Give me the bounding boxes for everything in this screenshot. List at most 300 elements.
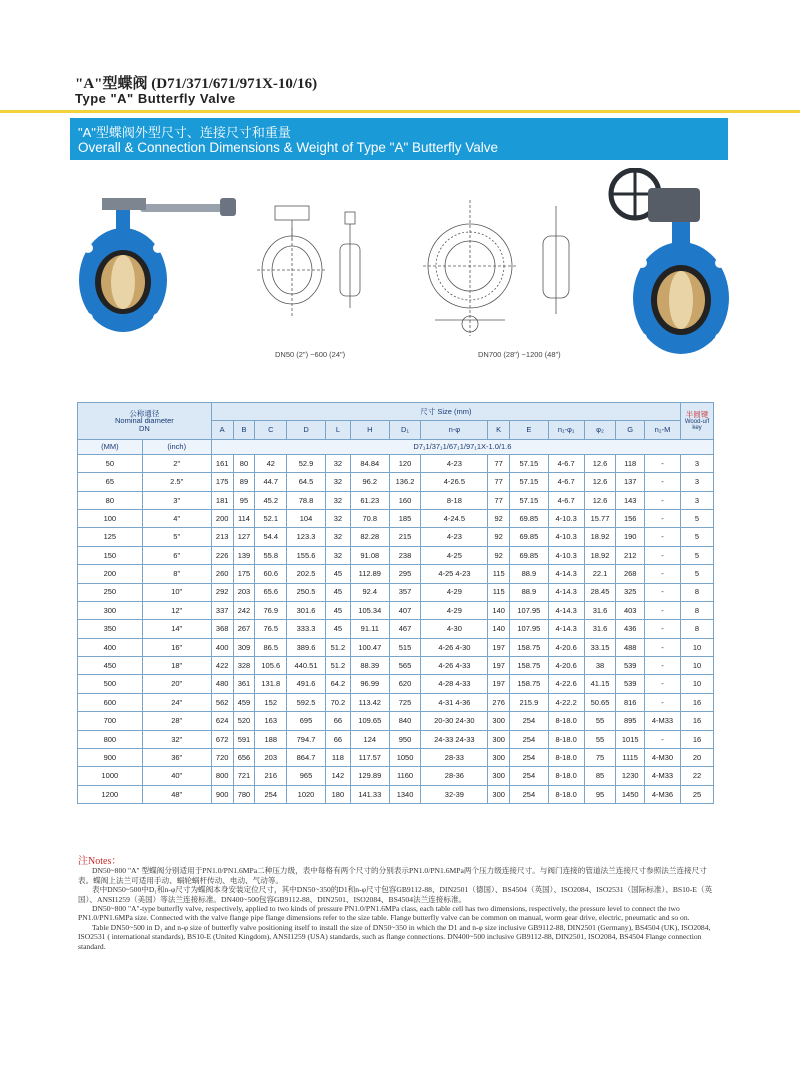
table-cell: 300 [488,785,510,803]
table-cell: 4-14.3 [548,601,584,619]
table-cell: 92.4 [350,583,389,601]
table-cell: 720 [211,749,233,767]
table-cell: 32 [325,528,350,546]
table-cell: 188 [255,730,287,748]
table-cell: 400 [211,638,233,656]
table-cell: 325 [616,583,645,601]
table-cell: 64.2 [325,675,350,693]
table-cell: 620 [389,675,421,693]
table-cell: 800 [211,767,233,785]
table-cell: 143 [616,491,645,509]
table-cell: 1020 [287,785,326,803]
table-cell: 8 [681,583,714,601]
drawing-caption-small: DN50 (2") ~600 (24") [275,350,346,359]
table-cell: 3 [681,491,714,509]
table-cell: 95 [584,785,616,803]
table-cell: 70.8 [350,509,389,527]
table-cell: 238 [389,546,421,564]
table-cell: 89 [233,473,255,491]
table-cell: 539 [616,657,645,675]
table-cell: 44.7 [255,473,287,491]
table-cell: 4-6.7 [548,473,584,491]
table-cell: 20 [681,749,714,767]
table-row [78,693,714,711]
table-cell: 32 [325,473,350,491]
table-cell: 337 [211,601,233,619]
table-cell: 539 [616,675,645,693]
table-cell: 250 [78,583,143,601]
size-header: 尺寸 Size (mm) [211,403,680,421]
table-row [78,509,714,527]
table-cell: 4-10.3 [548,546,584,564]
table-cell: 1015 [616,730,645,748]
table-cell: 12" [142,601,211,619]
table-cell: 400 [78,638,143,656]
table-cell: 28.45 [584,583,616,601]
column-header: B [233,421,255,439]
table-cell: 203 [233,583,255,601]
table-cell: 254 [510,749,549,767]
table-cell: 213 [211,528,233,546]
table-cell: 8 [681,620,714,638]
table-cell: 403 [616,601,645,619]
table-cell: 254 [510,712,549,730]
table-cell: 226 [211,546,233,564]
table-cell: 5" [142,528,211,546]
table-cell: 8-18.0 [548,730,584,748]
table-cell: 78.8 [287,491,326,509]
table-cell: 700 [78,712,143,730]
table-cell: 160 [389,491,421,509]
table-cell: 4-25 [421,546,488,564]
table-cell: 70.2 [325,693,350,711]
table-cell: 2.5" [142,473,211,491]
table-row [78,712,714,730]
drawing-dn50-600 [245,198,385,328]
table-cell: 4-6.7 [548,491,584,509]
table-cell: 1200 [78,785,143,803]
table-cell: 22.1 [584,565,616,583]
table-cell: 407 [389,601,421,619]
table-cell: 131.8 [255,675,287,693]
table-cell: 158.75 [510,638,549,656]
table-cell: 113.42 [350,693,389,711]
table-cell: 300 [488,712,510,730]
table-cell: 562 [211,693,233,711]
table-cell: 31.6 [584,620,616,638]
table-cell: 18.92 [584,528,616,546]
table-cell: 276 [488,693,510,711]
table-cell: 139 [233,546,255,564]
table-cell: 361 [233,675,255,693]
table-cell: 422 [211,657,233,675]
table-cell: 254 [510,767,549,785]
table-row [78,601,714,619]
table-cell: 1160 [389,767,421,785]
table-cell: 80 [233,454,255,472]
notes-heading: 注Notes： [78,856,122,867]
table-cell: 4-10.3 [548,528,584,546]
table-cell: 50 [78,454,143,472]
table-cell: 4-20.6 [548,657,584,675]
table-row [78,546,714,564]
table-row [78,730,714,748]
table-cell: 16 [681,712,714,730]
table-cell: 32-39 [421,785,488,803]
table-cell: 32 [325,491,350,509]
table-cell: 8-18.0 [548,767,584,785]
table-cell: 69.85 [510,546,549,564]
table-cell: 175 [211,473,233,491]
table-cell: 57.15 [510,454,549,472]
table-cell: 300 [78,601,143,619]
table-cell: 4-20.6 [548,638,584,656]
table-cell: 31.6 [584,601,616,619]
table-cell: - [644,473,680,491]
table-cell: 64.5 [287,473,326,491]
table-cell: 4-24.5 [421,509,488,527]
table-cell: 18.92 [584,546,616,564]
table-cell: 965 [287,767,326,785]
table-cell: 500 [78,675,143,693]
table-cell: 55.8 [255,546,287,564]
table-cell: 28" [142,712,211,730]
table-cell: 267 [233,620,255,638]
table-cell: 6" [142,546,211,564]
table-cell: 86.5 [255,638,287,656]
table-cell: 105.6 [255,657,287,675]
table-cell: 200 [211,509,233,527]
table-cell: 57.15 [510,491,549,509]
dimension-table [77,402,714,804]
table-cell: 15.77 [584,509,616,527]
table-cell: 175 [233,565,255,583]
table-cell: - [644,601,680,619]
table-cell: 254 [510,730,549,748]
table-cell: 8-18.0 [548,749,584,767]
table-cell: 520 [233,712,255,730]
note-zh-2: 表中DN50~500中D₁和n-φ尺寸为蝶阀本身安装定位尺寸，其中DN50~350的D1和n-φ尺寸包容GB9112-88、DIN2501（德国）、BS4504（英国）、ISO2084、ISO2531（国际标准）、BS10-E（英国）、ANSI1259（美国）等法兰连接标准。DN400~500包容GB9112-88、DIN2501、ISO2084、BS4504法兰连接标准。 [78,885,713,904]
table-cell: 4-14.3 [548,583,584,601]
table-cell: 3 [681,454,714,472]
table-cell: 54.4 [255,528,287,546]
table-cell: 4-M33 [644,712,680,730]
table-cell: - [644,620,680,638]
section-banner [70,118,728,160]
column-header: E [510,421,549,439]
table-cell: 57.15 [510,473,549,491]
table-row [78,473,714,491]
table-cell: 77 [488,454,510,472]
title-divider [0,110,800,113]
table-cell: 95 [233,491,255,509]
table-cell: 112.89 [350,565,389,583]
table-cell: 92 [488,528,510,546]
table-cell: - [644,546,680,564]
column-header: C [255,421,287,439]
table-cell: 12.6 [584,473,616,491]
table-cell: 197 [488,657,510,675]
table-cell: 24-33 24-33 [421,730,488,748]
table-cell: 124 [350,730,389,748]
column-header: φ₂ [584,421,616,439]
table-cell: 202.5 [287,565,326,583]
table-cell: 84.84 [350,454,389,472]
table-cell: 300 [488,767,510,785]
table-cell: 33.15 [584,638,616,656]
unit-mm: (MM) [78,439,143,454]
table-cell: - [644,491,680,509]
table-cell: 491.6 [287,675,326,693]
table-cell: 48" [142,785,211,803]
table-cell: - [644,528,680,546]
table-cell: 4-10.3 [548,509,584,527]
table-cell: 197 [488,638,510,656]
table-cell: 76.5 [255,620,287,638]
table-cell: 350 [78,620,143,638]
column-header: n-φ [421,421,488,439]
table-cell: 800 [78,730,143,748]
table-cell: 3" [142,491,211,509]
table-cell: 203 [255,749,287,767]
table-cell: 45 [325,620,350,638]
table-cell: - [644,693,680,711]
table-cell: 42 [255,454,287,472]
valve-drawings [70,168,750,368]
table-cell: 515 [389,638,421,656]
table-cell: 16" [142,638,211,656]
table-cell: 100.47 [350,638,389,656]
table-cell: 8-18.0 [548,785,584,803]
table-cell: 28-33 [421,749,488,767]
column-header: A [211,421,233,439]
table-cell: 656 [233,749,255,767]
table-cell: 142 [325,767,350,785]
table-cell: 127 [233,528,255,546]
table-cell: 115 [488,565,510,583]
table-row [78,638,714,656]
table-cell: 52.1 [255,509,287,527]
table-cell: 8-18.0 [548,712,584,730]
table-cell: 77 [488,491,510,509]
table-cell: 41.15 [584,675,616,693]
table-cell: 55 [584,730,616,748]
table-cell: 190 [616,528,645,546]
table-cell: 1230 [616,767,645,785]
table-cell: 895 [616,712,645,730]
table-cell: 8-18 [421,491,488,509]
table-cell: 10 [681,657,714,675]
table-cell: 38 [584,657,616,675]
table-cell: 301.6 [287,601,326,619]
column-header: n₁-φ₁ [548,421,584,439]
table-cell: 32 [325,546,350,564]
table-cell: 60.6 [255,565,287,583]
table-cell: 864.7 [287,749,326,767]
table-cell: 16 [681,730,714,748]
table-cell: 900 [78,749,143,767]
table-cell: 45.2 [255,491,287,509]
table-cell: 840 [389,712,421,730]
table-cell: 816 [616,693,645,711]
model-row: D7₁1/37₁1/67₁1/97₁1X-1.0/1.6 [211,439,713,454]
table-cell: 137 [616,473,645,491]
table-cell: - [644,657,680,675]
table-cell: 5 [681,565,714,583]
table-cell: 65.6 [255,583,287,601]
table-cell: 600 [78,693,143,711]
table-cell: 61.23 [350,491,389,509]
table-cell: 10" [142,583,211,601]
table-cell: 45 [325,565,350,583]
table-cell: 45 [325,583,350,601]
table-cell: 22 [681,767,714,785]
table-cell: 488 [616,638,645,656]
table-cell: 88.39 [350,657,389,675]
table-cell: 292 [211,583,233,601]
table-cell: 80 [78,491,143,509]
column-header: n₂-M [644,421,680,439]
table-cell: - [644,454,680,472]
table-cell: 20-30 24-30 [421,712,488,730]
table-cell: 4-22.2 [548,693,584,711]
table-cell: 440.51 [287,657,326,675]
table-cell: 4-29 [421,583,488,601]
table-cell: 3 [681,473,714,491]
table-cell: 104 [287,509,326,527]
table-cell: 5 [681,528,714,546]
table-cell: 721 [233,767,255,785]
table-cell: 141.33 [350,785,389,803]
table-cell: 4-26 4-33 [421,657,488,675]
notes-section [78,857,718,951]
table-cell: 4-23 [421,528,488,546]
table-cell: 107.95 [510,601,549,619]
table-cell: 900 [211,785,233,803]
table-cell: 65 [78,473,143,491]
table-cell: 215 [389,528,421,546]
table-cell: 129.89 [350,767,389,785]
table-cell: 156 [616,509,645,527]
table-cell: 8" [142,565,211,583]
table-cell: 115 [488,583,510,601]
table-cell: 200 [78,565,143,583]
table-cell: 55 [584,712,616,730]
table-cell: 1050 [389,749,421,767]
table-cell: 136.2 [389,473,421,491]
table-cell: 51.2 [325,638,350,656]
table-cell: 180 [325,785,350,803]
table-row [78,749,714,767]
table-cell: 69.85 [510,528,549,546]
table-cell: 12.6 [584,491,616,509]
table-cell: 125 [78,528,143,546]
column-header: L [325,421,350,439]
table-cell: 25 [681,785,714,803]
table-cell: 242 [233,601,255,619]
table-cell: - [644,583,680,601]
table-row [78,767,714,785]
table-cell: 4-29 [421,601,488,619]
table-cell: 254 [510,785,549,803]
table-row [78,657,714,675]
table-cell: 624 [211,712,233,730]
table-cell: 150 [78,546,143,564]
table-cell: 1115 [616,749,645,767]
table-cell: 295 [389,565,421,583]
table-cell: 1450 [616,785,645,803]
table-cell: 109.65 [350,712,389,730]
table-cell: 14" [142,620,211,638]
table-cell: 300 [488,749,510,767]
banner-title-zh: "A"型蝶阀外型尺寸、连接尺寸和重量 [78,125,291,140]
table-cell: 120 [389,454,421,472]
table-cell: 163 [255,712,287,730]
table-cell: 268 [616,565,645,583]
table-cell: 4-31 4-36 [421,693,488,711]
table-row [78,785,714,803]
table-cell: 158.75 [510,657,549,675]
table-cell: 450 [78,657,143,675]
table-cell: 18" [142,657,211,675]
table-cell: 4-25 4-23 [421,565,488,583]
table-cell: 254 [255,785,287,803]
table-cell: 32 [325,454,350,472]
table-cell: 36" [142,749,211,767]
table-cell: 114 [233,509,255,527]
table-cell: 50.65 [584,693,616,711]
table-cell: 1000 [78,767,143,785]
table-cell: 5 [681,546,714,564]
table-cell: 152 [255,693,287,711]
table-cell: 88.9 [510,565,549,583]
table-cell: - [644,730,680,748]
table-cell: 92 [488,509,510,527]
table-cell: 592.5 [287,693,326,711]
note-en-1: DN50~800 "A"-type butterfly valve, respectively, applied to two kinds of pressure PN1.0/PN1.6MPa class, each table cell has two dimensions, respectively, the pressure level to connect the two PN1.0/PN1.6MPa size. Connected with the valve flange pipe flange dimensions refer to the size table. Flange butterfly valve can be common on manual, worm gear drive, electric, pneumatic and so on. [78,904,690,923]
table-cell: - [644,675,680,693]
table-cell: 161 [211,454,233,472]
page-title-en: Type "A" Butterfly Valve [75,91,236,106]
table-cell: 1340 [389,785,421,803]
table-cell: 140 [488,601,510,619]
table-cell: 107.95 [510,620,549,638]
table-cell: 158.75 [510,675,549,693]
table-cell: 69.85 [510,509,549,527]
table-cell: 32" [142,730,211,748]
table-cell: 794.7 [287,730,326,748]
table-cell: 24" [142,693,211,711]
table-row [78,491,714,509]
table-row [78,583,714,601]
nominal-diameter-header: 公称通径 Nominal diameter DN [78,403,212,440]
table-cell: 480 [211,675,233,693]
table-cell: 197 [488,675,510,693]
column-header: K [488,421,510,439]
table-cell: 4-26.5 [421,473,488,491]
table-cell: 52.9 [287,454,326,472]
table-cell: 4-22.6 [548,675,584,693]
table-cell: 725 [389,693,421,711]
table-cell: 76.9 [255,601,287,619]
table-cell: 260 [211,565,233,583]
table-cell: 4-14.3 [548,565,584,583]
table-cell: 250.5 [287,583,326,601]
table-cell: 45 [325,601,350,619]
table-cell: 91.11 [350,620,389,638]
table-cell: 40" [142,767,211,785]
table-cell: 32 [325,509,350,527]
